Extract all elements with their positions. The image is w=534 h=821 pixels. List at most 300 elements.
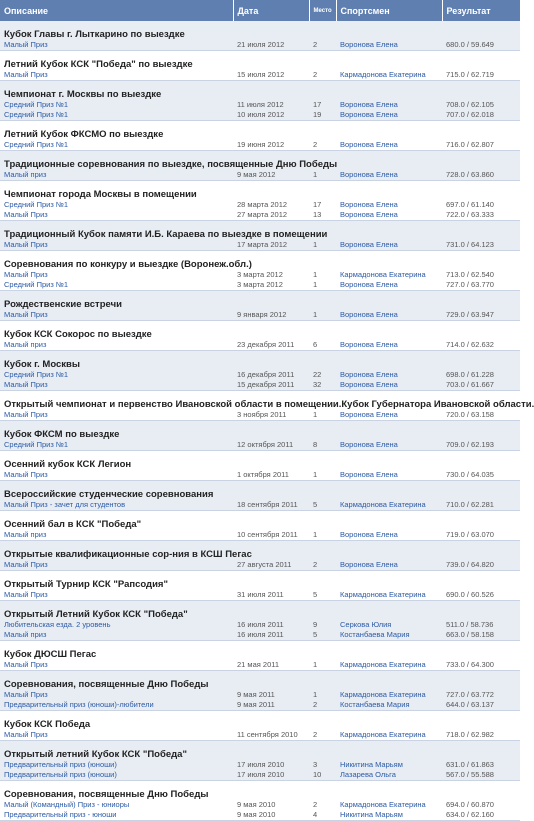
place-cell: 1 (309, 690, 336, 700)
result-row (0, 140, 520, 151)
prize-cell (0, 100, 233, 110)
result-cell: 731.0 / 64.123 (442, 240, 520, 251)
prize-cell (0, 270, 233, 280)
prize-link[interactable]: Малый Приз (4, 70, 48, 79)
col-header-date[interactable]: Дата (233, 0, 309, 21)
prize-link[interactable]: Любительская езда. 2 уровень (4, 620, 111, 629)
competition-row (0, 121, 520, 141)
place-cell: 2 (309, 700, 336, 711)
competition-row (0, 671, 520, 691)
date-cell: 15 декабря 2011 (233, 380, 309, 391)
prize-link[interactable]: Малый Приз (4, 240, 48, 249)
date-cell: 28 марта 2012 (233, 200, 309, 210)
prize-link[interactable]: Малый Приз - зачет для студентов (4, 500, 126, 509)
competition-title: Открытые квалификационные сор-ния в КСШ Пегас (0, 541, 520, 561)
place-cell: 8 (309, 440, 336, 451)
place-cell: 2 (309, 800, 336, 810)
athlete-cell (336, 310, 442, 321)
athlete-link[interactable]: Воронова Елена (340, 440, 398, 449)
date-cell: 3 марта 2012 (233, 280, 309, 291)
prize-link[interactable]: Малый Приз (4, 210, 48, 219)
competition-row (0, 641, 520, 661)
athlete-link[interactable]: Воронова Елена (340, 100, 398, 109)
competition-row (0, 181, 520, 201)
athlete-link[interactable]: Воронова Елена (340, 170, 398, 179)
result-row (0, 810, 520, 821)
athlete-link[interactable]: Воронова Елена (340, 410, 398, 419)
result-cell: 720.0 / 63.158 (442, 410, 520, 421)
place-cell: 2 (309, 730, 336, 741)
date-cell: 17 июля 2010 (233, 770, 309, 781)
col-header-description[interactable]: Описание (0, 0, 233, 21)
prize-link[interactable]: Малый Приз (4, 410, 48, 419)
prize-cell (0, 170, 233, 181)
competition-row (0, 541, 520, 561)
prize-link[interactable]: Средний Приз №1 (4, 370, 69, 379)
prize-cell (0, 770, 233, 781)
competition-row (0, 421, 520, 441)
result-cell: 694.0 / 60.870 (442, 800, 520, 810)
prize-link[interactable]: Предварительный приз (юноши)-любители (4, 700, 154, 709)
athlete-link[interactable]: Кармадонова Екатерина (340, 660, 426, 669)
competition-row (0, 351, 520, 371)
competition-title: Кубок Главы г. Лыткарино по выездке (0, 21, 520, 40)
athlete-cell (336, 440, 442, 451)
athlete-link[interactable]: Кармадонова Екатерина (340, 690, 426, 699)
place-cell: 2 (309, 40, 336, 51)
competition-title: Рождественские встречи (0, 291, 520, 311)
athlete-cell (336, 200, 442, 210)
result-cell: 722.0 / 63.333 (442, 210, 520, 221)
athlete-link[interactable]: Костанбаева Мария (340, 700, 410, 709)
place-cell: 2 (309, 560, 336, 571)
place-cell: 32 (309, 380, 336, 391)
prize-cell (0, 200, 233, 210)
competition-row (0, 321, 520, 341)
athlete-link[interactable]: Воронова Елена (340, 530, 398, 539)
prize-link[interactable]: Малый Приз (4, 730, 48, 739)
place-cell: 1 (309, 310, 336, 321)
result-row (0, 310, 520, 321)
competition-row (0, 391, 520, 411)
date-cell: 3 марта 2012 (233, 270, 309, 280)
prize-cell (0, 440, 233, 451)
competition-title: Всероссийские студенческие соревнования (0, 481, 520, 501)
athlete-cell (336, 530, 442, 541)
prize-link[interactable]: Средний Приз №1 (4, 140, 69, 149)
prize-link[interactable]: Малый Приз (4, 690, 48, 699)
date-cell: 10 сентября 2011 (233, 530, 309, 541)
prize-cell (0, 660, 233, 671)
prize-link[interactable]: Малый Приз (4, 660, 48, 669)
result-cell: 716.0 / 62.807 (442, 140, 520, 151)
competition-row (0, 711, 520, 731)
result-row (0, 800, 520, 810)
date-cell: 21 мая 2011 (233, 660, 309, 671)
athlete-cell (336, 170, 442, 181)
prize-cell (0, 700, 233, 711)
prize-cell (0, 760, 233, 770)
date-cell: 16 июля 2011 (233, 630, 309, 641)
result-cell: 631.0 / 61.863 (442, 760, 520, 770)
athlete-cell (336, 280, 442, 291)
prize-cell (0, 620, 233, 630)
prize-link[interactable]: Средний Приз №1 (4, 110, 69, 119)
prize-link[interactable]: Малый Приз (4, 270, 48, 279)
prize-cell (0, 630, 233, 641)
prize-link[interactable]: Средний Приз №1 (4, 440, 69, 449)
athlete-link[interactable]: Воронова Елена (340, 200, 398, 209)
prize-link[interactable]: Малый Приз (4, 470, 48, 479)
athlete-cell (336, 800, 442, 810)
place-cell: 4 (309, 810, 336, 821)
result-cell: 644.0 / 63.137 (442, 700, 520, 711)
place-cell: 5 (309, 500, 336, 511)
place-cell: 9 (309, 620, 336, 630)
result-cell: 728.0 / 63.860 (442, 170, 520, 181)
prize-link[interactable]: Предварительный приз - юноши (4, 810, 117, 819)
prize-cell (0, 530, 233, 541)
place-cell: 3 (309, 760, 336, 770)
competition-title: Кубок г. Москвы (0, 351, 520, 371)
place-cell: 1 (309, 280, 336, 291)
prize-link[interactable]: Малый (Командный) Приз - юниоры (4, 800, 130, 809)
prize-link[interactable]: Средний Приз №1 (4, 280, 69, 289)
prize-cell (0, 810, 233, 821)
competition-title: Традиционные соревнования по выездке, посвященные Дню Победы (0, 151, 520, 171)
date-cell: 27 марта 2012 (233, 210, 309, 221)
result-cell: 511.0 / 58.736 (442, 620, 520, 630)
result-cell: 690.0 / 60.526 (442, 590, 520, 601)
athlete-link[interactable]: Кармадонова Екатерина (340, 270, 426, 279)
place-cell: 1 (309, 170, 336, 181)
athlete-link[interactable]: Воронова Елена (340, 310, 398, 319)
prize-cell (0, 410, 233, 421)
athlete-link[interactable]: Никитина Марьям (340, 810, 403, 819)
result-cell: 729.0 / 63.947 (442, 310, 520, 321)
place-cell: 2 (309, 140, 336, 151)
result-row (0, 660, 520, 671)
competition-title: Кубок КСК Сокорос по выездке (0, 321, 520, 341)
date-cell: 9 мая 2012 (233, 170, 309, 181)
athlete-cell (336, 40, 442, 51)
competition-title: Чемпионат города Москвы в помещении (0, 181, 520, 201)
prize-link[interactable]: Малый Приз (4, 380, 48, 389)
competition-title: Летний Кубок ФКСМО по выездке (0, 121, 520, 141)
athlete-link[interactable]: Кармадонова Екатерина (340, 800, 426, 809)
competition-title: Осенний бал в КСК "Победа" (0, 511, 520, 531)
place-cell: 10 (309, 770, 336, 781)
athlete-cell (336, 100, 442, 110)
athlete-cell (336, 70, 442, 81)
date-cell: 9 января 2012 (233, 310, 309, 321)
date-cell: 17 июля 2010 (233, 760, 309, 770)
result-cell: 727.0 / 63.770 (442, 280, 520, 291)
athlete-cell (336, 730, 442, 741)
competition-title: Традиционный Кубок памяти И.Б. Караева по выездке в помещении (0, 221, 520, 241)
competition-title: Соревнования, посвященные Дню Победы (0, 781, 520, 801)
date-cell: 15 июля 2012 (233, 70, 309, 81)
result-row (0, 340, 520, 351)
prize-cell (0, 370, 233, 380)
result-cell: 713.0 / 62.540 (442, 270, 520, 280)
date-cell: 16 июля 2011 (233, 620, 309, 630)
date-cell: 10 июля 2012 (233, 110, 309, 121)
athlete-link[interactable]: Кармадонова Екатерина (340, 730, 426, 739)
athlete-cell (336, 630, 442, 641)
result-row (0, 200, 520, 210)
athlete-cell (336, 500, 442, 511)
date-cell: 19 июня 2012 (233, 140, 309, 151)
prize-link[interactable]: Средний Приз №1 (4, 100, 69, 109)
result-cell: 680.0 / 59.649 (442, 40, 520, 51)
athlete-link[interactable]: Никитина Марьям (340, 760, 403, 769)
result-cell: 714.0 / 62.632 (442, 340, 520, 351)
competition-row (0, 81, 520, 101)
result-cell: 739.0 / 64.820 (442, 560, 520, 571)
athlete-cell (336, 370, 442, 380)
athlete-link[interactable]: Воронова Елена (340, 370, 398, 379)
athlete-cell (336, 810, 442, 821)
date-cell: 12 октября 2011 (233, 440, 309, 451)
result-row (0, 760, 520, 770)
athlete-cell (336, 590, 442, 601)
athlete-cell (336, 770, 442, 781)
result-row (0, 240, 520, 251)
athlete-link[interactable]: Воронова Елена (340, 240, 398, 249)
athlete-link[interactable]: Воронова Елена (340, 40, 398, 49)
athlete-cell (336, 620, 442, 630)
athlete-cell (336, 140, 442, 151)
athlete-cell (336, 340, 442, 351)
place-cell: 22 (309, 370, 336, 380)
prize-cell (0, 470, 233, 481)
prize-cell (0, 590, 233, 601)
prize-cell (0, 800, 233, 810)
competition-title: Кубок КСК Победа (0, 711, 520, 731)
athlete-cell (336, 380, 442, 391)
result-cell: 733.0 / 64.300 (442, 660, 520, 671)
result-row (0, 770, 520, 781)
athlete-link[interactable]: Воронова Елена (340, 560, 398, 569)
prize-link[interactable]: Малый Приз (4, 590, 48, 599)
place-cell: 1 (309, 240, 336, 251)
col-header-athlete[interactable]: Спортсмен (336, 0, 442, 21)
competition-row (0, 291, 520, 311)
result-row (0, 100, 520, 110)
prize-cell (0, 340, 233, 351)
prize-cell (0, 240, 233, 251)
result-row (0, 380, 520, 391)
date-cell: 9 мая 2011 (233, 690, 309, 700)
place-cell: 1 (309, 660, 336, 671)
competition-row (0, 151, 520, 171)
result-row (0, 630, 520, 641)
place-cell: 19 (309, 110, 336, 121)
date-cell: 9 мая 2011 (233, 700, 309, 711)
prize-cell (0, 140, 233, 151)
athlete-link[interactable]: Воронова Елена (340, 280, 398, 289)
prize-cell (0, 730, 233, 741)
result-row (0, 280, 520, 291)
result-row (0, 370, 520, 380)
date-cell: 11 июля 2012 (233, 100, 309, 110)
place-cell: 1 (309, 530, 336, 541)
competition-title: Соревнования по конкуру и выездке (Воронеж.обл.) (0, 251, 520, 271)
prize-cell (0, 280, 233, 291)
result-row (0, 730, 520, 741)
athlete-link[interactable]: Воронова Елена (340, 110, 398, 119)
result-row (0, 590, 520, 601)
athlete-cell (336, 470, 442, 481)
date-cell: 11 сентября 2010 (233, 730, 309, 741)
prize-link[interactable]: Малый приз (4, 530, 47, 539)
place-cell: 5 (309, 590, 336, 601)
athlete-cell (336, 240, 442, 251)
result-row (0, 620, 520, 630)
competition-row (0, 451, 520, 471)
prize-link[interactable]: Малый приз (4, 630, 47, 639)
result-cell: 727.0 / 63.772 (442, 690, 520, 700)
result-row (0, 560, 520, 571)
athlete-link[interactable]: Воронова Елена (340, 140, 398, 149)
date-cell: 9 мая 2010 (233, 810, 309, 821)
date-cell: 23 декабря 2011 (233, 340, 309, 351)
result-cell: 703.0 / 61.667 (442, 380, 520, 391)
result-row (0, 410, 520, 421)
athlete-link[interactable]: Воронова Елена (340, 380, 398, 389)
prize-cell (0, 380, 233, 391)
result-row (0, 40, 520, 51)
competition-row (0, 601, 520, 621)
prize-cell (0, 690, 233, 700)
result-cell: 698.0 / 61.228 (442, 370, 520, 380)
table-header-row (0, 0, 520, 21)
result-cell: 715.0 / 62.719 (442, 70, 520, 81)
prize-link[interactable]: Малый Приз (4, 40, 48, 49)
date-cell: 9 мая 2010 (233, 800, 309, 810)
place-cell: 17 (309, 100, 336, 110)
result-cell: 709.0 / 62.193 (442, 440, 520, 451)
date-cell: 16 декабря 2011 (233, 370, 309, 380)
result-row (0, 210, 520, 221)
result-row (0, 270, 520, 280)
prize-link[interactable]: Средний Приз №1 (4, 200, 69, 209)
competition-title: Соревнования, посвященные Дню Победы (0, 671, 520, 691)
competition-row (0, 781, 520, 801)
result-row (0, 470, 520, 481)
date-cell: 31 июля 2011 (233, 590, 309, 601)
prize-cell (0, 210, 233, 221)
place-cell: 2 (309, 70, 336, 81)
place-cell: 1 (309, 470, 336, 481)
athlete-link[interactable]: Лазарева Ольга (340, 770, 396, 779)
result-cell: 634.0 / 62.160 (442, 810, 520, 821)
result-row (0, 530, 520, 541)
prize-link[interactable]: Малый Приз (4, 310, 48, 319)
prize-cell (0, 560, 233, 571)
competition-title: Летний Кубок КСК "Победа" по выездке (0, 51, 520, 71)
athlete-cell (336, 270, 442, 280)
date-cell: 27 августа 2011 (233, 560, 309, 571)
date-cell: 3 ноября 2011 (233, 410, 309, 421)
result-cell: 697.0 / 61.140 (442, 200, 520, 210)
competition-title: Кубок ФКСМ по выездке (0, 421, 520, 441)
prize-cell (0, 40, 233, 51)
date-cell: 18 сентября 2011 (233, 500, 309, 511)
prize-link[interactable]: Предварительный приз (юноши) (4, 760, 117, 769)
date-cell: 17 марта 2012 (233, 240, 309, 251)
prize-cell (0, 70, 233, 81)
result-row (0, 110, 520, 121)
athlete-link[interactable]: Костанбаева Мария (340, 630, 410, 639)
result-cell: 663.0 / 58.158 (442, 630, 520, 641)
athlete-link[interactable]: Воронова Елена (340, 210, 398, 219)
athlete-link[interactable]: Кармадонова Екатерина (340, 500, 426, 509)
competition-row (0, 511, 520, 531)
competition-row (0, 21, 520, 40)
result-row (0, 70, 520, 81)
prize-link[interactable]: Предварительный приз (юноши) (4, 770, 117, 779)
result-row (0, 170, 520, 181)
prize-cell (0, 500, 233, 511)
competition-row (0, 481, 520, 501)
place-cell: 13 (309, 210, 336, 221)
competition-title: Кубок ДЮСШ Пегас (0, 641, 520, 661)
athlete-cell (336, 700, 442, 711)
athlete-cell (336, 760, 442, 770)
place-cell: 1 (309, 270, 336, 280)
competition-title: Открытый Летний Кубок КСК "Победа" (0, 601, 520, 621)
athlete-cell (336, 560, 442, 571)
athlete-link[interactable]: Воронова Елена (340, 470, 398, 479)
col-header-result[interactable]: Результат (442, 0, 520, 21)
competition-row (0, 221, 520, 241)
result-row (0, 440, 520, 451)
competition-row (0, 51, 520, 71)
athlete-cell (336, 660, 442, 671)
place-cell: 6 (309, 340, 336, 351)
place-cell: 5 (309, 630, 336, 641)
result-cell: 719.0 / 63.070 (442, 530, 520, 541)
results-body (0, 21, 534, 821)
competition-title: Открытый летний Кубок КСК "Победа" (0, 741, 520, 761)
athlete-link[interactable]: Кармадонова Екатерина (340, 590, 426, 599)
athlete-link[interactable]: Серкова Юлия (340, 620, 392, 629)
result-cell: 567.0 / 55.588 (442, 770, 520, 781)
prize-cell (0, 310, 233, 321)
date-cell: 1 октября 2011 (233, 470, 309, 481)
athlete-link[interactable]: Воронова Елена (340, 340, 398, 349)
result-cell: 708.0 / 62.105 (442, 100, 520, 110)
date-cell: 21 июля 2012 (233, 40, 309, 51)
athlete-cell (336, 690, 442, 700)
competition-title: Открытый чемпионат и первенство Ивановской области в помещении.Кубок Губернатора Ивановской области. (0, 391, 520, 411)
prize-link[interactable]: Малый Приз (4, 560, 48, 569)
place-cell: 1 (309, 410, 336, 421)
prize-cell (0, 110, 233, 121)
place-cell: 17 (309, 200, 336, 210)
result-cell: 730.0 / 64.035 (442, 470, 520, 481)
prize-link[interactable]: Малый приз (4, 340, 47, 349)
result-row (0, 500, 520, 511)
athlete-cell (336, 210, 442, 221)
competition-row (0, 741, 520, 761)
athlete-link[interactable]: Кармадонова Екатерина (340, 70, 426, 79)
col-header-place[interactable]: Место (309, 0, 336, 21)
athlete-cell (336, 110, 442, 121)
prize-link[interactable]: Малый приз (4, 170, 47, 179)
